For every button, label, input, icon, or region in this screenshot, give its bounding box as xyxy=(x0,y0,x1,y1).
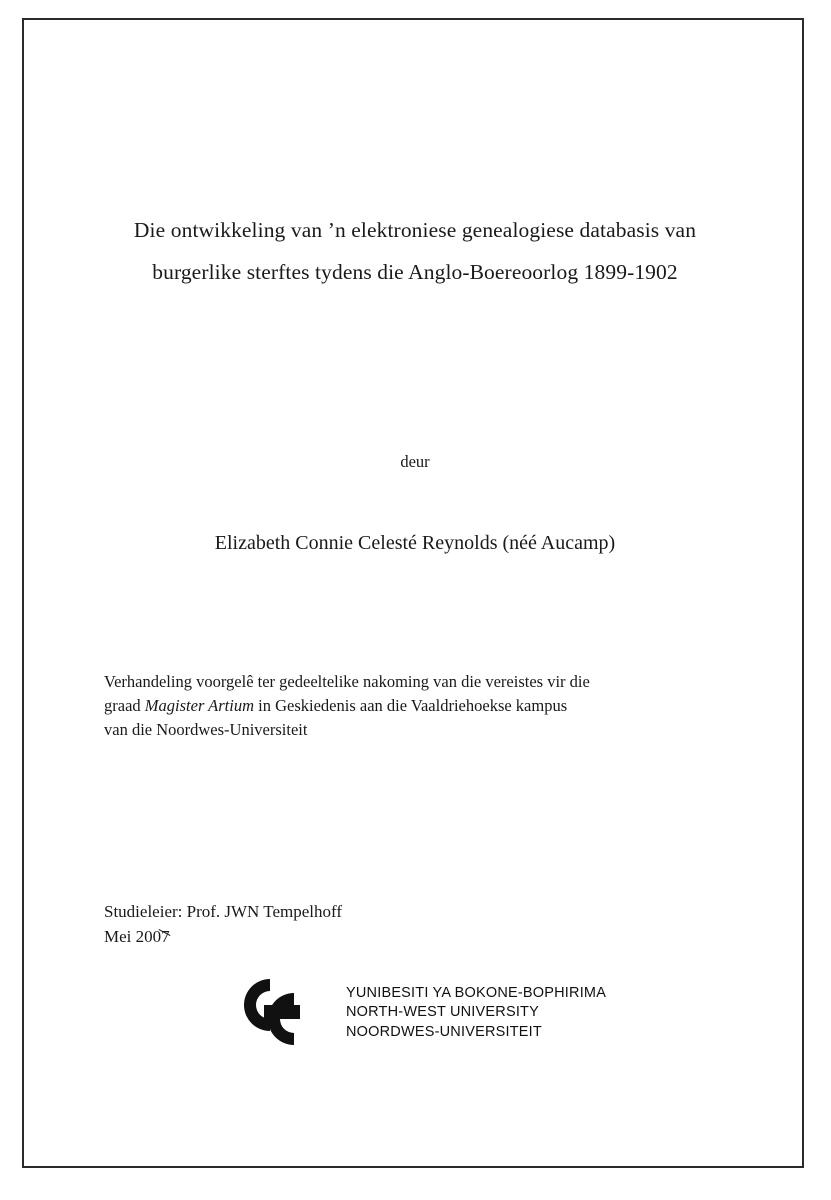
statement-line-2 xyxy=(104,694,704,718)
degree-statement xyxy=(104,670,704,742)
title-line-1: Die ontwikkeling van ’n elektroniese genealogiese databasis van xyxy=(133,218,697,242)
statement-line-3: van die Noordwes-Universiteit xyxy=(104,719,308,739)
author-name: Elizabeth Connie Celesté Reynolds (néé Aucamp) xyxy=(214,532,616,554)
degree-name: Magister Artium xyxy=(144,695,255,715)
date-line xyxy=(104,925,170,950)
statement-line-2-part-a: graad xyxy=(104,695,145,715)
document-page xyxy=(22,18,804,1168)
statement-line-1: Verhandeling voorgelê ter gedeeltelike nakoming van die vereistes vir die xyxy=(104,672,590,691)
logo-line-1: YUNIBESITI YA BOKONE-BOPHIRIMA xyxy=(346,985,607,1002)
thesis-title xyxy=(104,210,726,294)
by-label: deur xyxy=(400,452,430,471)
supervisor-block xyxy=(104,900,704,949)
logo-line-2: NORTH-WEST UNIVERSITY xyxy=(346,1004,539,1021)
date-text: Mei 2007 xyxy=(104,926,170,946)
statement-line-2-part-b: in Geskiedenis aan die Vaaldriehoekse kampus xyxy=(254,695,568,715)
title-line-2: burgerlike sterftes tydens die Anglo-Boereoorlog 1899-1902 xyxy=(152,259,678,284)
page-content xyxy=(104,20,726,1166)
university-logo-text xyxy=(346,982,606,1041)
university-logo xyxy=(234,975,694,1049)
nwu-logo-icon xyxy=(234,975,338,1049)
logo-line-3: NOORDWES-UNIVERSITEIT xyxy=(346,1023,542,1040)
supervisor-line: Studieleier: Prof. JWN Tempelhoff xyxy=(104,902,343,921)
